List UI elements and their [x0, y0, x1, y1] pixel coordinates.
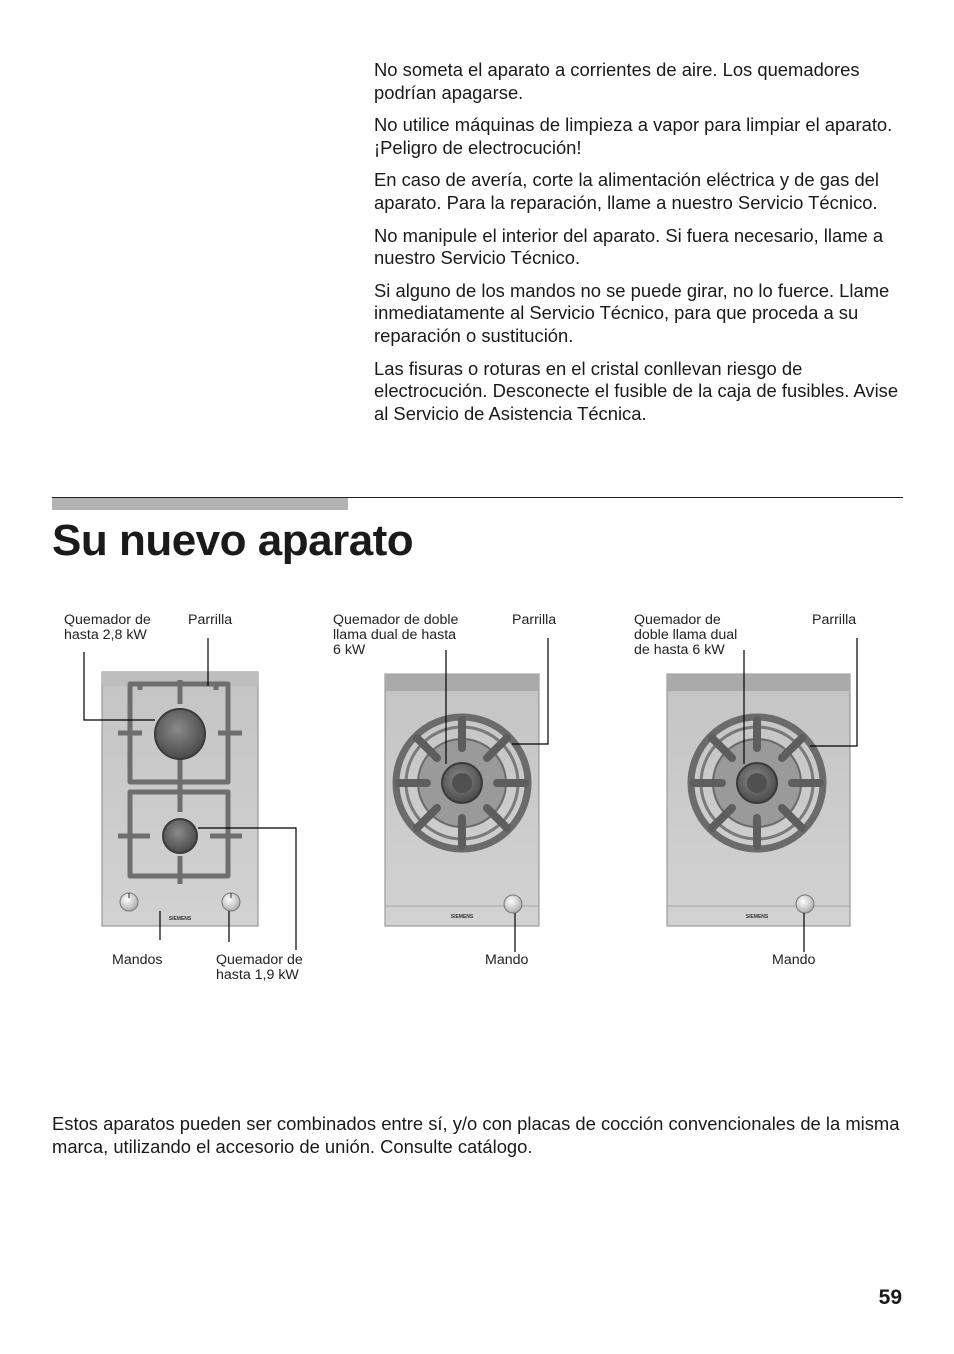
warning-1: No someta el aparato a corrientes de aire. Los quemadores podrían apagarse.: [374, 59, 860, 103]
knob-wok-1[interactable]: [504, 895, 522, 913]
warning-4: No manipule el interior del aparato. Si fuera necesario, llame a nuestro Servicio Técnico.: [374, 224, 884, 269]
hob-wok-2: [667, 674, 850, 926]
burner-small: [163, 819, 197, 853]
label-grid-2: Parrilla: [512, 612, 557, 628]
safety-warnings: [374, 59, 904, 435]
knob-wok-2[interactable]: [796, 895, 814, 913]
hob1-brand: SIEMENS: [168, 916, 192, 922]
page-number: 59: [878, 1286, 902, 1309]
appliance-figure: [0, 600, 954, 1000]
hob-two-burner: [102, 672, 258, 926]
warning-2: No utilice máquinas de limpieza a vapor para limpiar el aparato. ¡Peligro de electrocución!: [374, 114, 893, 158]
label-wok-burner-1: Quemador de doble llama dual de hasta 6 kW: [333, 612, 459, 658]
label-burner-large: Quemador de hasta 2,8 kW: [64, 612, 151, 643]
label-knobs: Mandos: [112, 952, 163, 968]
section-divider-bar: [52, 498, 348, 510]
label-grid-1: Parrilla: [188, 612, 233, 628]
combination-note: Estos aparatos pueden ser combinados entre sí, y/o con placas de cocción convencionales de la misma marca, utilizando el accesorio de unión. Consulte catálogo.: [52, 1113, 900, 1157]
hob-wok-1: [385, 674, 539, 926]
warning-3: En caso de avería, corte la alimentación eléctrica y de gas del aparato. Para la reparación, llame a nuestro Servicio Técnico.: [374, 169, 879, 213]
hob3-brand: SIEMENS: [745, 914, 769, 920]
label-burner-small: Quemador de hasta 1,9 kW: [216, 952, 303, 983]
burner-large: [155, 709, 205, 759]
label-grid-3: Parrilla: [812, 612, 857, 628]
warning-5: Si alguno de los mandos no se puede girar, no lo fuerce. Llame inmediatamente al Servicio Técnico, para que proceda a su reparación o sustitución.: [374, 279, 890, 346]
label-wok-burner-2: Quemador de doble llama dual de hasta 6 kW: [634, 612, 738, 658]
hob2-brand: SIEMENS: [450, 914, 474, 920]
section-title: Su nuevo aparato: [52, 516, 414, 565]
warning-6: Las fisuras o roturas en el cristal conllevan riesgo de electrocución. Desconecte el fusible de la caja de fusibles. Avise al Servicio de Asistencia Técnica.: [374, 357, 899, 424]
label-knob-3: Mando: [772, 952, 816, 968]
label-knob-2: Mando: [485, 952, 529, 968]
